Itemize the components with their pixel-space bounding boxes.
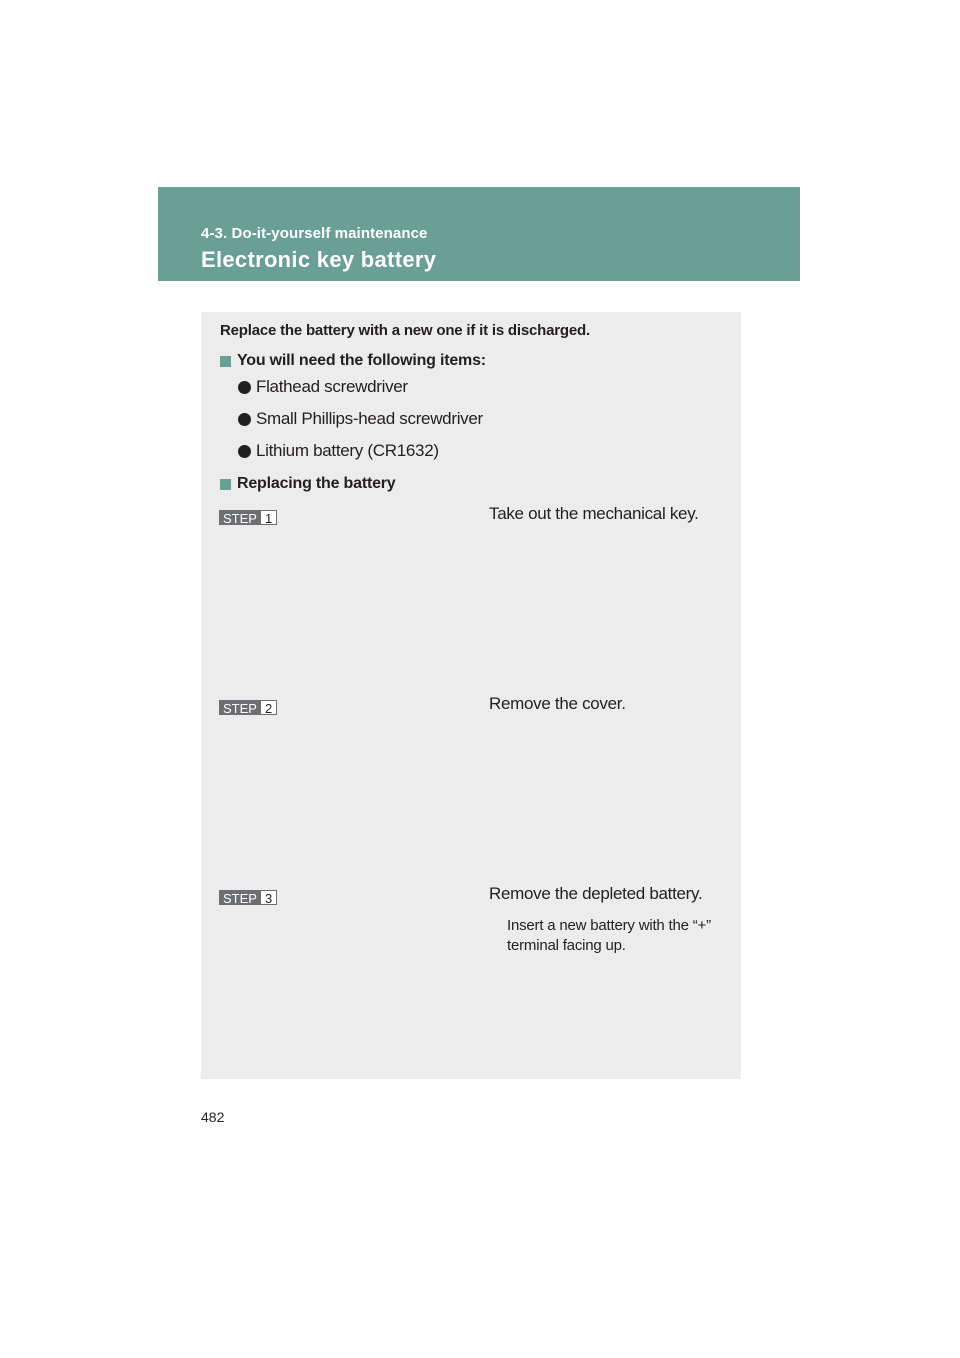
round-bullet-icon bbox=[238, 381, 251, 394]
step-word: STEP bbox=[219, 700, 261, 715]
step-number: 1 bbox=[261, 510, 277, 525]
page-title: Electronic key battery bbox=[201, 247, 437, 272]
round-bullet-icon bbox=[238, 413, 251, 426]
step-3-note: Insert a new battery with the “+” terminal facing up. bbox=[507, 917, 711, 954]
round-bullet-icon bbox=[238, 445, 251, 458]
items-heading-label: You will need the following items: bbox=[237, 352, 486, 369]
list-item bbox=[238, 409, 483, 429]
header-band bbox=[158, 187, 800, 281]
step-word: STEP bbox=[219, 510, 261, 525]
square-bullet-icon bbox=[220, 479, 231, 490]
intro-text: Replace the battery with a new one if it is discharged. bbox=[220, 322, 590, 339]
step-1-text: Take out the mechanical key. bbox=[489, 504, 699, 523]
step-badge-2 bbox=[219, 700, 277, 715]
section-label: 4-3. Do-it-yourself maintenance bbox=[201, 225, 428, 242]
step-number: 3 bbox=[261, 890, 277, 905]
list-item bbox=[238, 377, 408, 397]
step-badge-3 bbox=[219, 890, 277, 905]
replace-heading bbox=[220, 475, 396, 493]
page-number: 482 bbox=[201, 1109, 225, 1125]
step-word: STEP bbox=[219, 890, 261, 905]
list-item-label: Flathead screwdriver bbox=[256, 377, 408, 396]
square-bullet-icon bbox=[220, 356, 231, 367]
step-badge-1 bbox=[219, 510, 277, 525]
step-2-text: Remove the cover. bbox=[489, 694, 626, 713]
list-item bbox=[238, 441, 439, 461]
items-heading bbox=[220, 352, 486, 370]
list-item-label: Lithium battery (CR1632) bbox=[256, 441, 439, 460]
replace-heading-label: Replacing the battery bbox=[237, 475, 396, 492]
step-3-text: Remove the depleted battery. bbox=[489, 884, 703, 903]
step-number: 2 bbox=[261, 700, 277, 715]
list-item-label: Small Phillips-head screwdriver bbox=[256, 409, 483, 428]
content-box bbox=[201, 312, 741, 1079]
